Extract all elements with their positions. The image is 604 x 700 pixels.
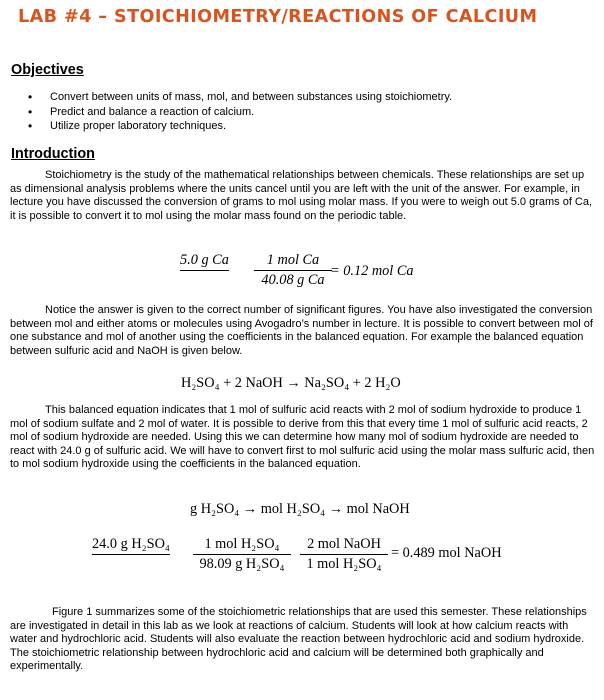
- eq4-fraction-1: [193, 536, 291, 573]
- intro-paragraph-3: [10, 404, 596, 472]
- eq4-fraction-2-denominator: 1 mol H₂SO₄: [300, 554, 388, 573]
- eq4-fraction-1-denominator: 98.09 g H₂SO₄: [193, 554, 291, 573]
- paragraph-text: This balanced equation indicates that 1 mol of sulfuric acid reacts with 2 mol of sodium hydroxide to produce 1 mol of sodium sulfate and 2 mol of water. It is possible to derive from this that every time 1 mol of sulfuric acid reacts, 2 mol of sodium hydroxide are needed. Using this we can determine how many mol of sodium hydroxide are needed to react with 24.0 g of sulfuric acid. We will have to convert first to mol sulfuric acid using the molar mass sulfuric acid, then to mol sodium hydroxide using the coefficients in the balanced equation.: [10, 404, 595, 471]
- objectives-list: [28, 90, 452, 134]
- intro-paragraph-1: [10, 169, 596, 223]
- objective-item: • Convert between units of mass, mol, and between substances using stoichiometry.: [28, 90, 452, 105]
- objective-item: • Predict and balance a reaction of calcium.: [28, 105, 452, 120]
- intro-paragraph-2: [10, 304, 596, 358]
- intro-paragraph-4: [10, 606, 596, 674]
- eq4-fraction-2-numerator: 2 mol NaOH: [307, 536, 381, 552]
- balanced-equation: H₂SO₄ + 2 NaOH → Na₂SO₄ + 2 H₂O: [181, 375, 401, 391]
- conversion-path-equation: g H₂SO₄ → mol H₂SO₄ → mol NaOH: [190, 501, 410, 517]
- eq1-denominator: 40.08 g Ca: [254, 270, 332, 289]
- eq1-fraction: [254, 252, 332, 289]
- paragraph-text: Notice the answer is given to the correct number of significant figures. You have also investigated the conversion between mol and either atoms or molecules using Avogadro’s number in lecture. It is possible to convert between mol of one substance and mol of another using the coefficients in the balanced equation. For example the balanced equation between sulfuric acid and NaOH is given below.: [10, 304, 593, 357]
- paragraph-text: Figure 1 summarizes some of the stoichiometric relationships that are used this semester. These relationships are investigated in detail in this lab as we look at reactions of calcium. Students will look at how calcium reacts with water and hydrochloric acid. Students will also evaluate the reaction between hydrochloric acid and sodium hydroxide. The stoichiometric relationship between hydrochloric acid and calcium will be determined both graphically and experimentally.: [10, 606, 587, 673]
- eq4-fraction-2: [300, 536, 388, 573]
- eq4-result: = 0.489 mol NaOH: [391, 545, 502, 561]
- eq1-start: 5.0 g Ca: [180, 252, 229, 271]
- eq1-result: = 0.12 mol Ca: [330, 263, 414, 279]
- eq1-numerator: 1 mol Ca: [266, 252, 320, 268]
- lab-title: LAB #4 – STOICHIOMETRY/REACTIONS OF CALCIUM: [18, 7, 538, 27]
- objective-item: • Utilize proper laboratory techniques.: [28, 119, 452, 134]
- paragraph-text: Stoichiometry is the study of the mathematical relationships between chemicals. These relationships are set up as dimensional analysis problems where the units cancel until you are left with the unit of the answer. For example, in lecture you have discussed the conversion of grams to mol using molar mass. If you were to weigh out 5.0 grams of Ca, it is possible to convert it to mol using the molar mass found on the periodic table.: [10, 169, 593, 222]
- introduction-heading: Introduction: [11, 146, 95, 162]
- eq4-fraction-1-numerator: 1 mol H₂SO₄: [204, 536, 280, 552]
- eq4-start: 24.0 g H₂SO₄: [92, 536, 170, 555]
- objectives-heading: Objectives: [11, 62, 84, 78]
